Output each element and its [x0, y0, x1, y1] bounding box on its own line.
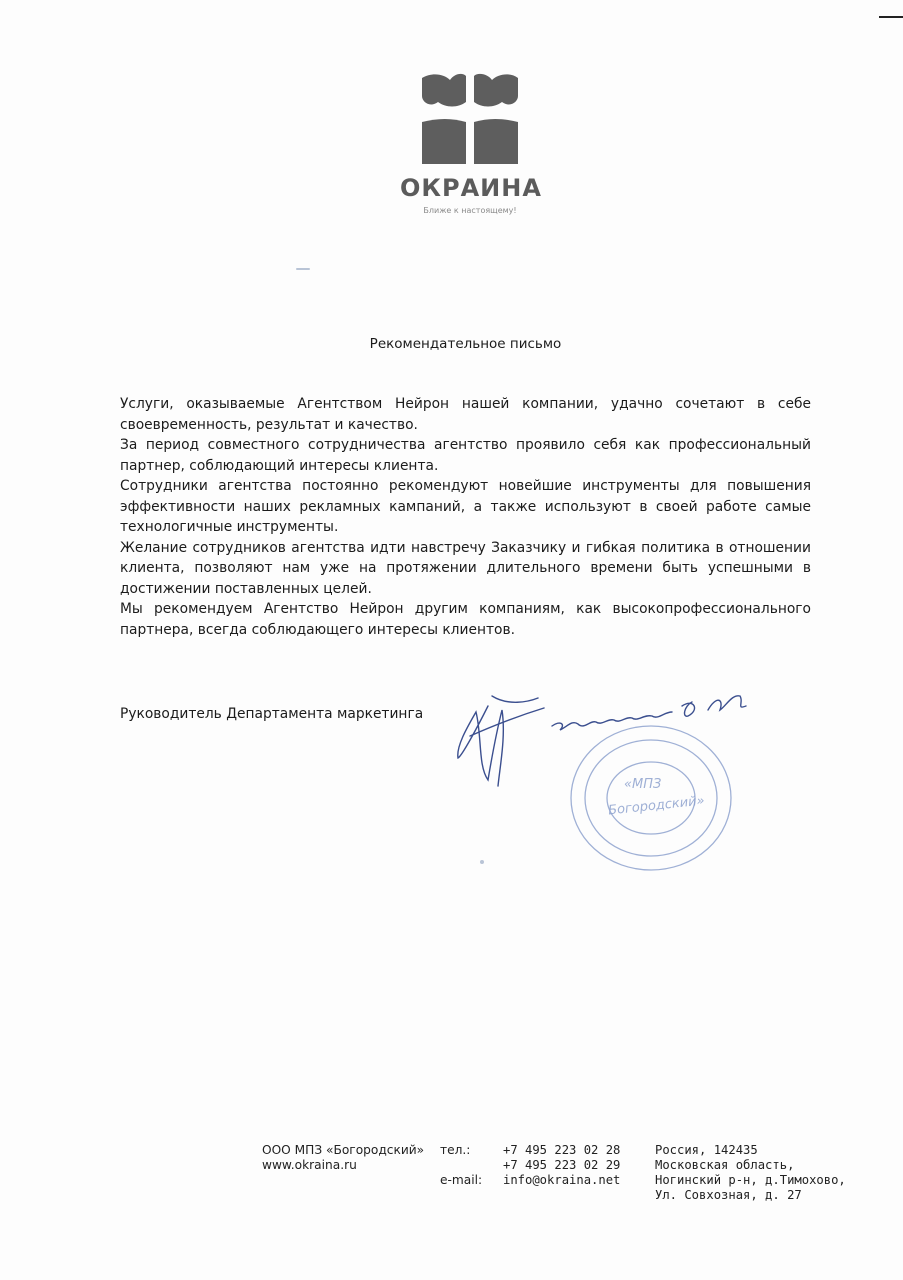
body-paragraph: Желание сотрудников агентства идти навстречу Заказчику и гибкая политика в отношении клиента, позволяют нам уже на протяжении длительного времени быть успешными в достижении поставленных целей. — [120, 539, 811, 597]
footer-email-label: e-mail: — [440, 1173, 483, 1187]
footer-phone-label: тел.: — [440, 1143, 471, 1157]
logo-emblem-icon — [418, 72, 522, 172]
footer-company-name: ООО МПЗ «Богородский» — [262, 1143, 425, 1157]
stamp-text-line2: Богородский» — [607, 793, 706, 819]
body-paragraph: Сотрудники агентства постоянно рекомендуют новейшие инструменты для повышения эффективности наших рекламных кампаний, а также используют в своей работе самые технологичные инструменты. — [120, 478, 811, 535]
footer-contacts — [503, 1143, 620, 1188]
footer-labels — [440, 1143, 482, 1188]
body-paragraph: Мы рекомендуем Агентство Нейрон другим компаниям, как высокопрофессионального партнера, всегда соблюдающего интересы клиентов. — [120, 601, 811, 638]
letter-title: Рекомендательное письмо — [369, 336, 562, 352]
signatory-position: Руководитель Департамента маркетинга — [120, 706, 424, 722]
scan-speck — [296, 268, 310, 270]
footer-website: www.okraina.ru — [262, 1158, 357, 1172]
footer-phone-1: +7 495 223 02 28 — [503, 1143, 621, 1157]
corner-mark — [879, 16, 903, 18]
letter-body — [120, 394, 811, 640]
logo-slogan: Ближе к настоящему! — [423, 206, 517, 215]
footer-company-block — [262, 1143, 424, 1173]
logo-wordmark: ОКРАИНА — [400, 174, 542, 202]
footer-address-line: Ногинский р-н, д.Тимохово, — [655, 1173, 846, 1187]
body-paragraph: Услуги, оказываемые Агентством Нейрон нашей компании, удачно сочетают в себе своевременность, результат и качество. — [120, 396, 811, 433]
footer-phone-2: +7 495 223 02 29 — [503, 1158, 621, 1172]
stamp-text-line1: «МПЗ — [624, 777, 662, 792]
body-paragraph: За период совместного сотрудничества агентство проявило себя как профессиональный партнер, соблюдающий интересы клиента. — [120, 437, 811, 474]
scan-speck — [480, 860, 484, 864]
company-stamp — [568, 722, 734, 874]
footer-address-line: Московская область, — [655, 1158, 795, 1172]
company-logo — [400, 72, 540, 222]
footer-address-line: Ул. Совхозная, д. 27 — [655, 1188, 802, 1202]
footer-address — [655, 1143, 846, 1203]
footer-email: info@okraina.net — [503, 1173, 621, 1187]
footer-address-line: Россия, 142435 — [655, 1143, 758, 1157]
